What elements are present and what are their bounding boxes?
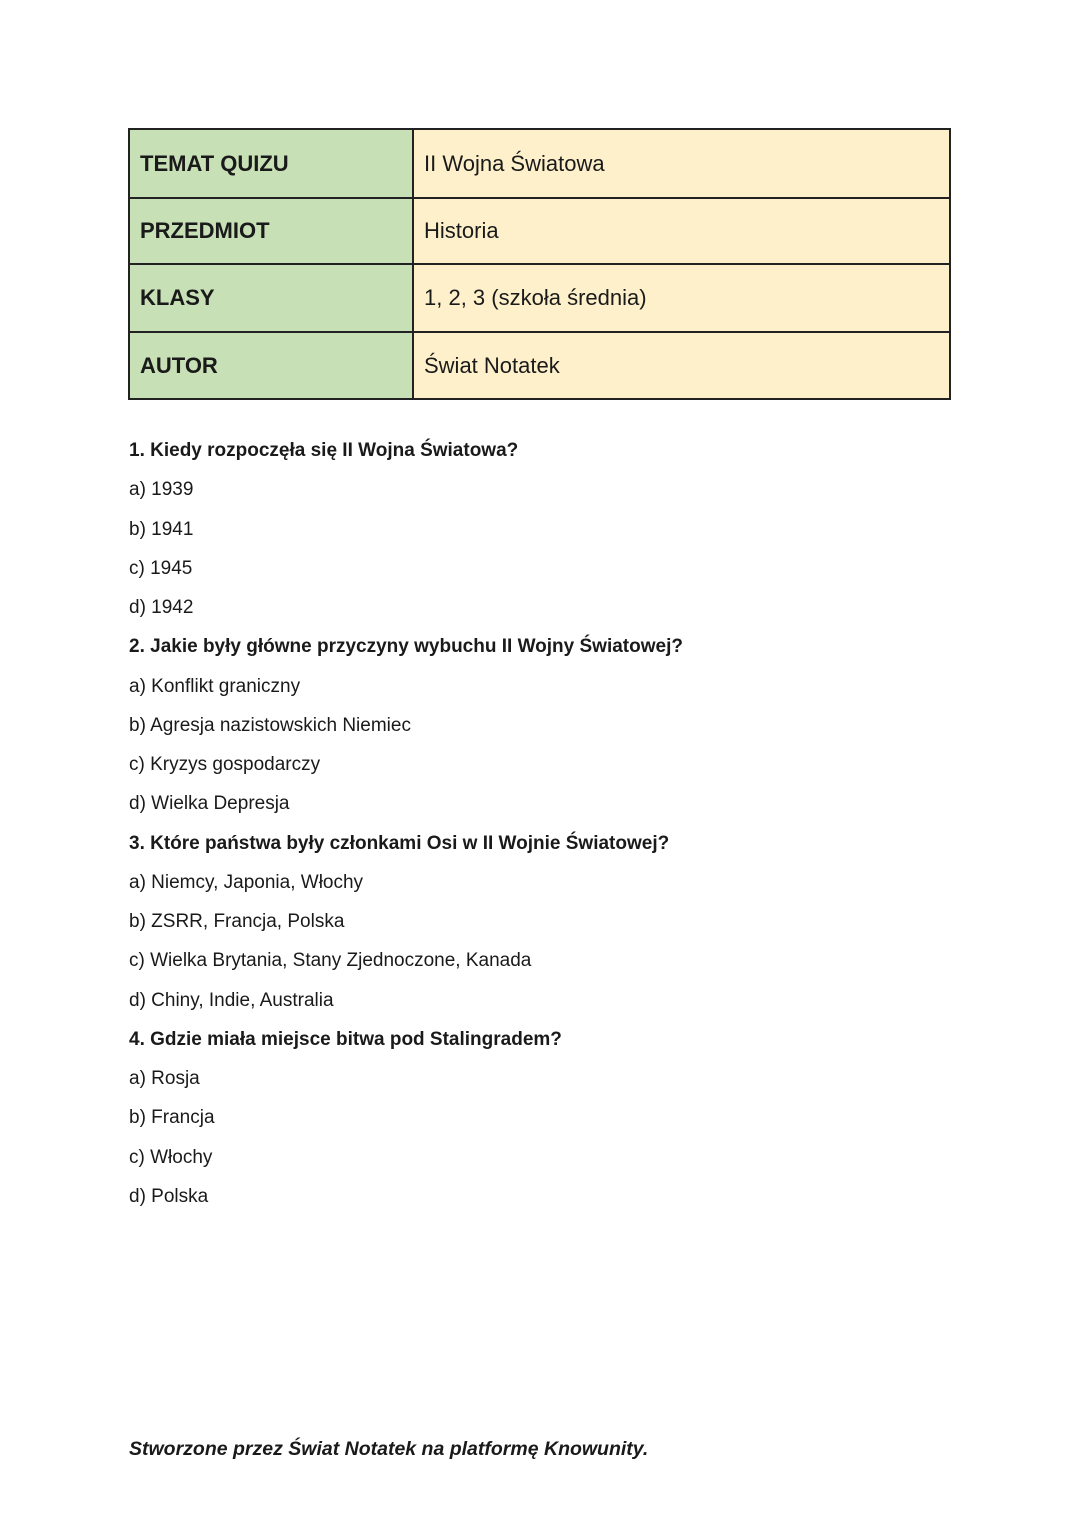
question-text: 1. Kiedy rozpoczęła się II Wojna Światowa? bbox=[129, 440, 519, 461]
answer-option: a) 1939 bbox=[129, 479, 194, 501]
question-text: 4. Gdzie miała miejsce bitwa pod Stalingradem? bbox=[129, 1028, 562, 1050]
answer-option: c) Włochy bbox=[129, 1146, 213, 1168]
answer-option: b) 1941 bbox=[129, 518, 194, 540]
info-value: II Wojna Światowa bbox=[413, 129, 950, 198]
question-text: 2. Jakie były główne przyczyny wybuchu II Wojny Światowej? bbox=[129, 636, 683, 658]
answer-option: a) Rosja bbox=[129, 1068, 200, 1089]
info-row-subject bbox=[129, 198, 950, 264]
info-value: Historia bbox=[413, 198, 950, 264]
info-row-topic bbox=[129, 129, 950, 198]
answer-option: d) Polska bbox=[129, 1185, 209, 1207]
info-value: Świat Notatek bbox=[413, 332, 950, 399]
answer-option: c) Wielka Brytania, Stany Zjednoczone, Kanada bbox=[129, 950, 532, 972]
quiz-info-table bbox=[128, 128, 951, 400]
info-value: 1, 2, 3 (szkoła średnia) bbox=[413, 264, 950, 332]
info-label: TEMAT QUIZU bbox=[129, 129, 413, 198]
answer-option: d) Chiny, Indie, Australia bbox=[129, 989, 334, 1011]
quiz-questions bbox=[129, 431, 949, 1216]
answer-option: b) Agresja nazistowskich Niemiec bbox=[129, 714, 411, 736]
answer-option: c) Kryzys gospodarczy bbox=[129, 754, 321, 775]
answer-option: b) Francja bbox=[129, 1107, 215, 1129]
info-row-classes bbox=[129, 264, 950, 332]
info-label: AUTOR bbox=[129, 332, 413, 399]
answer-option: a) Niemcy, Japonia, Włochy bbox=[129, 871, 364, 893]
answer-option: c) 1945 bbox=[129, 557, 193, 579]
info-row-author bbox=[129, 332, 950, 399]
info-label: KLASY bbox=[129, 264, 413, 332]
footer-credit: Stworzone przez Świat Notatek na platformę Knowunity. bbox=[129, 1438, 649, 1460]
question-text: 3. Które państwa były członkami Osi w II Wojnie Światowej? bbox=[129, 832, 670, 854]
answer-option: d) 1942 bbox=[129, 597, 194, 618]
answer-option: b) ZSRR, Francja, Polska bbox=[129, 911, 345, 932]
answer-option: a) Konflikt graniczny bbox=[129, 675, 301, 697]
info-label: PRZEDMIOT bbox=[129, 198, 413, 264]
answer-option: d) Wielka Depresja bbox=[129, 793, 290, 815]
